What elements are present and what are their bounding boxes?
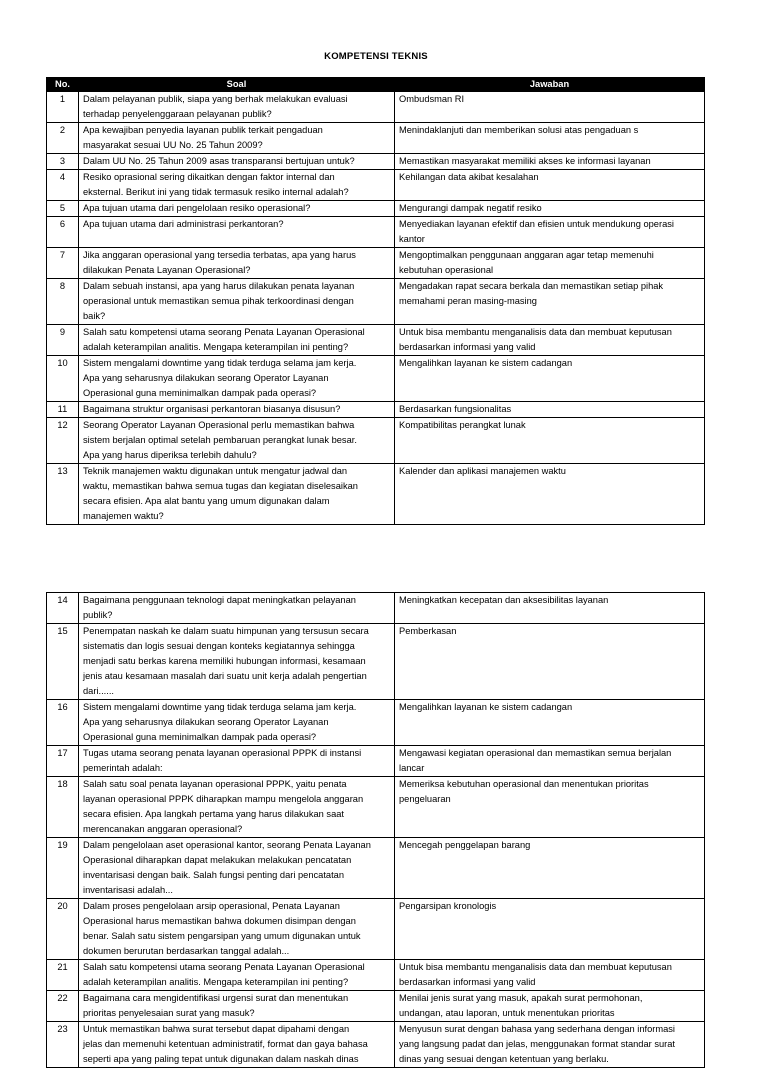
row-number-text: 20 xyxy=(57,901,68,911)
answer-cell-text: Menyediakan layanan efektif dan efisien untuk mendukung operasi kantor xyxy=(399,219,674,244)
question-cell xyxy=(79,418,395,464)
row-number xyxy=(47,92,79,123)
answer-cell-text: Ombudsman RI xyxy=(399,94,465,104)
question-cell-text: Sistem mengalami downtime yang tidak terduga selama jam kerja. Apa yang seharusnya dilakukan seorang Operator Layanan Operasional guna meminimalkan dampak pada operasi? xyxy=(83,358,357,398)
question-cell xyxy=(79,899,395,960)
header-no: No. xyxy=(47,78,79,92)
row-number xyxy=(47,154,79,170)
table-body xyxy=(47,593,705,1068)
answer-cell xyxy=(395,991,705,1022)
answer-cell-text: Kompatibilitas perangkat lunak xyxy=(399,420,526,430)
question-cell-text: Penempatan naskah ke dalam suatu himpunan yang tersusun secara sistematis dan logis sesuai dengan konteks kegiatannya sehingga menjadi satu berkas karena memiliki hubungan informasi, kesamaan jenis atau kesamaan masalah dari suatu unit kerja adalah pengertian dari...... xyxy=(83,626,369,696)
question-cell-text: Bagaimana cara mengidentifikasi urgensi surat dan menentukan prioritas penyelesaian surat yang masuk? xyxy=(83,993,349,1018)
table-row xyxy=(47,899,705,960)
row-number xyxy=(47,746,79,777)
answer-cell xyxy=(395,418,705,464)
row-number-text: 5 xyxy=(59,203,66,213)
table-row xyxy=(47,1022,705,1068)
answer-cell xyxy=(395,624,705,700)
question-cell xyxy=(79,700,395,746)
question-cell xyxy=(79,624,395,700)
row-number-text: 2 xyxy=(59,125,66,135)
row-number-text: 7 xyxy=(59,250,66,260)
answer-cell-text: Kehilangan data akibat kesalahan xyxy=(399,172,539,182)
answer-cell xyxy=(395,123,705,154)
table-row xyxy=(47,217,705,248)
row-number-text: 4 xyxy=(59,172,66,182)
question-cell-text: Dalam pelayanan publik, siapa yang berhak melakukan evaluasi terhadap penyelenggaraan pelayanan publik? xyxy=(83,94,348,119)
question-cell xyxy=(79,777,395,838)
question-cell-text: Untuk memastikan bahwa surat tersebut dapat dipahami dengan jelas dan memenuhi ketentuan administratif, format dan gaya bahasa seperti apa yang paling tepat untuk digunakan dalam naskah dinas xyxy=(83,1024,368,1064)
question-cell-text: Tugas utama seorang penata layanan operasional PPPK di instansi pemerintah adalah: xyxy=(83,748,362,773)
question-cell xyxy=(79,154,395,170)
answer-cell-text: Mengawasi kegiatan operasional dan memastikan semua berjalan lancar xyxy=(399,748,672,773)
question-cell xyxy=(79,356,395,402)
question-cell-text: Apa tujuan utama dari pengelolaan resiko operasional? xyxy=(83,203,311,213)
table-row xyxy=(47,402,705,418)
question-cell xyxy=(79,325,395,356)
qa-table-part-2 xyxy=(46,592,705,1068)
header-jawaban: Jawaban xyxy=(395,78,705,92)
table-row xyxy=(47,154,705,170)
question-cell-text: Teknik manajemen waktu digunakan untuk mengatur jadwal dan waktu, memastikan bahwa semua tugas dan kegiatan diselesaikan secara efisien. Apa alat bantu yang umum digunakan dalam manajemen waktu? xyxy=(83,466,358,521)
row-number-text: 16 xyxy=(57,702,68,712)
table-row xyxy=(47,991,705,1022)
answer-cell-text: Memeriksa kebutuhan operasional dan menentukan prioritas pengeluaran xyxy=(399,779,649,804)
answer-cell xyxy=(395,356,705,402)
row-number-text: 10 xyxy=(57,358,68,368)
row-number-text: 11 xyxy=(57,404,68,414)
table-row xyxy=(47,418,705,464)
row-number xyxy=(47,123,79,154)
question-cell xyxy=(79,279,395,325)
row-number xyxy=(47,991,79,1022)
table-header xyxy=(47,78,705,92)
answer-cell xyxy=(395,899,705,960)
row-number-text: 18 xyxy=(57,779,68,789)
question-cell xyxy=(79,991,395,1022)
question-cell-text: Resiko oprasional sering dikaitkan dengan faktor internal dan eksternal. Berikut ini yang tidak termasuk resiko internal adalah? xyxy=(83,172,349,197)
answer-cell xyxy=(395,279,705,325)
answer-cell xyxy=(395,325,705,356)
table-row xyxy=(47,746,705,777)
answer-cell-text: Berdasarkan fungsionalitas xyxy=(399,404,512,414)
question-cell xyxy=(79,1022,395,1068)
answer-cell xyxy=(395,201,705,217)
row-number xyxy=(47,899,79,960)
row-number xyxy=(47,593,79,624)
question-cell xyxy=(79,217,395,248)
row-number xyxy=(47,700,79,746)
answer-cell-text: Menyusun surat dengan bahasa yang sederhana dengan informasi yang langsung padat dan jelas, menggunakan format standar surat dinas yang sesuai dengan ketentuan yang berlaku. xyxy=(399,1024,676,1064)
answer-cell-text: Untuk bisa membantu menganalisis data dan membuat keputusan berdasarkan informasi yang valid xyxy=(399,962,672,987)
question-cell xyxy=(79,201,395,217)
question-cell xyxy=(79,92,395,123)
question-cell-text: Bagaimana struktur organisasi perkantoran biasanya disusun? xyxy=(83,404,341,414)
question-cell xyxy=(79,464,395,525)
row-number xyxy=(47,325,79,356)
question-cell-text: Jika anggaran operasional yang tersedia terbatas, apa yang harus dilakukan Penata Layanan Operasional? xyxy=(83,250,356,275)
row-number-text: 15 xyxy=(57,626,68,636)
document-title: KOMPETENSI TEKNIS xyxy=(324,51,428,62)
answer-cell xyxy=(395,1022,705,1068)
table-row xyxy=(47,593,705,624)
answer-cell-text: Memastikan masyarakat memiliki akses ke informasi layanan xyxy=(399,156,651,166)
row-number xyxy=(47,1022,79,1068)
row-number-text: 19 xyxy=(57,840,68,850)
answer-cell-text: Mengoptimalkan penggunaan anggaran agar tetap memenuhi kebutuhan operasional xyxy=(399,250,654,275)
row-number-text: 12 xyxy=(57,420,68,430)
question-cell-text: Salah satu kompetensi utama seorang Penata Layanan Operasional adalah keterampilan analitis. Mengapa keterampilan ini penting? xyxy=(83,962,365,987)
table-row xyxy=(47,325,705,356)
question-cell-text: Dalam proses pengelolaan arsip operasional, Penata Layanan Operasional harus memastikan bahwa dokumen disimpan dengan benar. Salah satu sistem pengarsipan yang umum digunakan untuk dokumen berurutan berdasarkan tanggal adalah... xyxy=(83,901,361,956)
row-number xyxy=(47,464,79,525)
question-cell-text: Apa tujuan utama dari administrasi perkantoran? xyxy=(83,219,284,229)
row-number xyxy=(47,248,79,279)
table-row xyxy=(47,201,705,217)
answer-cell xyxy=(395,746,705,777)
answer-cell xyxy=(395,170,705,201)
question-cell-text: Bagaimana penggunaan teknologi dapat meningkatkan pelayanan publik? xyxy=(83,595,356,620)
answer-cell-text: Menilai jenis surat yang masuk, apakah surat permohonan, undangan, atau laporan, untuk menentukan prioritas xyxy=(399,993,643,1018)
row-number xyxy=(47,170,79,201)
answer-cell-text: Menindaklanjuti dan memberikan solusi atas pengaduan s xyxy=(399,125,639,135)
question-cell xyxy=(79,123,395,154)
qa-table-part-1 xyxy=(46,77,705,525)
question-cell-text: Dalam sebuah instansi, apa yang harus dilakukan penata layanan operasional untuk memastikan semua pihak terkoordinasi dengan baik? xyxy=(83,281,355,321)
row-number xyxy=(47,201,79,217)
row-number-text: 1 xyxy=(59,94,66,104)
answer-cell xyxy=(395,402,705,418)
answer-cell-text: Pemberkasan xyxy=(399,626,457,636)
row-number-text: 17 xyxy=(57,748,68,758)
question-cell xyxy=(79,593,395,624)
answer-cell-text: Kalender dan aplikasi manajemen waktu xyxy=(399,466,566,476)
answer-cell xyxy=(395,960,705,991)
table-row xyxy=(47,777,705,838)
answer-cell xyxy=(395,464,705,525)
row-number xyxy=(47,838,79,899)
answer-cell xyxy=(395,838,705,899)
answer-cell xyxy=(395,593,705,624)
question-cell xyxy=(79,960,395,991)
row-number xyxy=(47,777,79,838)
row-number xyxy=(47,960,79,991)
header-soal: Soal xyxy=(79,78,395,92)
answer-cell xyxy=(395,92,705,123)
answer-cell-text: Mencegah penggelapan barang xyxy=(399,840,531,850)
answer-cell xyxy=(395,777,705,838)
question-cell xyxy=(79,746,395,777)
table-row xyxy=(47,92,705,123)
table-row xyxy=(47,123,705,154)
row-number-text: 22 xyxy=(57,993,68,1003)
row-number-text: 14 xyxy=(57,595,68,605)
row-number xyxy=(47,624,79,700)
answer-cell-text: Pengarsipan kronologis xyxy=(399,901,497,911)
table-row xyxy=(47,624,705,700)
table-row xyxy=(47,170,705,201)
table-row xyxy=(47,838,705,899)
question-cell xyxy=(79,248,395,279)
table-row xyxy=(47,960,705,991)
answer-cell-text: Mengalihkan layanan ke sistem cadangan xyxy=(399,702,573,712)
table-row xyxy=(47,356,705,402)
question-cell-text: Dalam pengelolaan aset operasional kantor, seorang Penata Layanan Operasional diharapkan dapat melakukan melakukan pencatatan inventarisasi dengan baik. Salah fungsi penting dari pencatatan inventarisasi adalah... xyxy=(83,840,371,895)
question-cell-text: Salah satu soal penata layanan operasional PPPK, yaitu penata layanan operasional PPPK diharapkan mampu mengelola anggaran secara efisien. Apa langkah pertama yang harus dilakukan saat merencanakan anggaran operasional? xyxy=(83,779,364,834)
question-cell-text: Salah satu kompetensi utama seorang Penata Layanan Operasional adalah keterampilan analitis. Mengapa keterampilan ini penting? xyxy=(83,327,365,352)
answer-cell-text: Mengurangi dampak negatif resiko xyxy=(399,203,542,213)
question-cell xyxy=(79,402,395,418)
answer-cell-text: Meningkatkan kecepatan dan aksesibilitas layanan xyxy=(399,595,609,605)
answer-cell-text: Mengalihkan layanan ke sistem cadangan xyxy=(399,358,573,368)
answer-cell xyxy=(395,217,705,248)
row-number-text: 8 xyxy=(59,281,66,291)
question-cell-text: Sistem mengalami downtime yang tidak terduga selama jam kerja. Apa yang seharusnya dilakukan seorang Operator Layanan Operasional guna meminimalkan dampak pada operasi? xyxy=(83,702,357,742)
table-row xyxy=(47,248,705,279)
row-number-text: 13 xyxy=(57,466,68,476)
question-cell xyxy=(79,838,395,899)
row-number-text: 21 xyxy=(57,962,68,972)
row-number xyxy=(47,402,79,418)
row-number-text: 9 xyxy=(59,327,66,337)
row-number xyxy=(47,356,79,402)
row-number xyxy=(47,279,79,325)
row-number-text: 6 xyxy=(59,219,66,229)
row-number xyxy=(47,418,79,464)
row-number xyxy=(47,217,79,248)
table-row xyxy=(47,464,705,525)
question-cell-text: Seorang Operator Layanan Operasional perlu memastikan bahwa sistem berjalan optimal setelah pembaruan perangkat lunak besar. Apa yang harus diperiksa terlebih dahulu? xyxy=(83,420,357,460)
table-body xyxy=(47,92,705,525)
answer-cell xyxy=(395,248,705,279)
question-cell-text: Dalam UU No. 25 Tahun 2009 asas transparansi bertujuan untuk? xyxy=(83,156,355,166)
answer-cell xyxy=(395,700,705,746)
answer-cell-text: Mengadakan rapat secara berkala dan memastikan setiap pihak memahami peran masing-masing xyxy=(399,281,664,306)
row-number-text: 3 xyxy=(59,156,66,166)
question-cell-text: Apa kewajiban penyedia layanan publik terkait pengaduan masyarakat sesuai UU No. 25 Tahun 2009? xyxy=(83,125,323,150)
answer-cell xyxy=(395,154,705,170)
table-row xyxy=(47,700,705,746)
row-number-text: 23 xyxy=(57,1024,68,1034)
answer-cell-text: Untuk bisa membantu menganalisis data dan membuat keputusan berdasarkan informasi yang valid xyxy=(399,327,672,352)
question-cell xyxy=(79,170,395,201)
table-row xyxy=(47,279,705,325)
